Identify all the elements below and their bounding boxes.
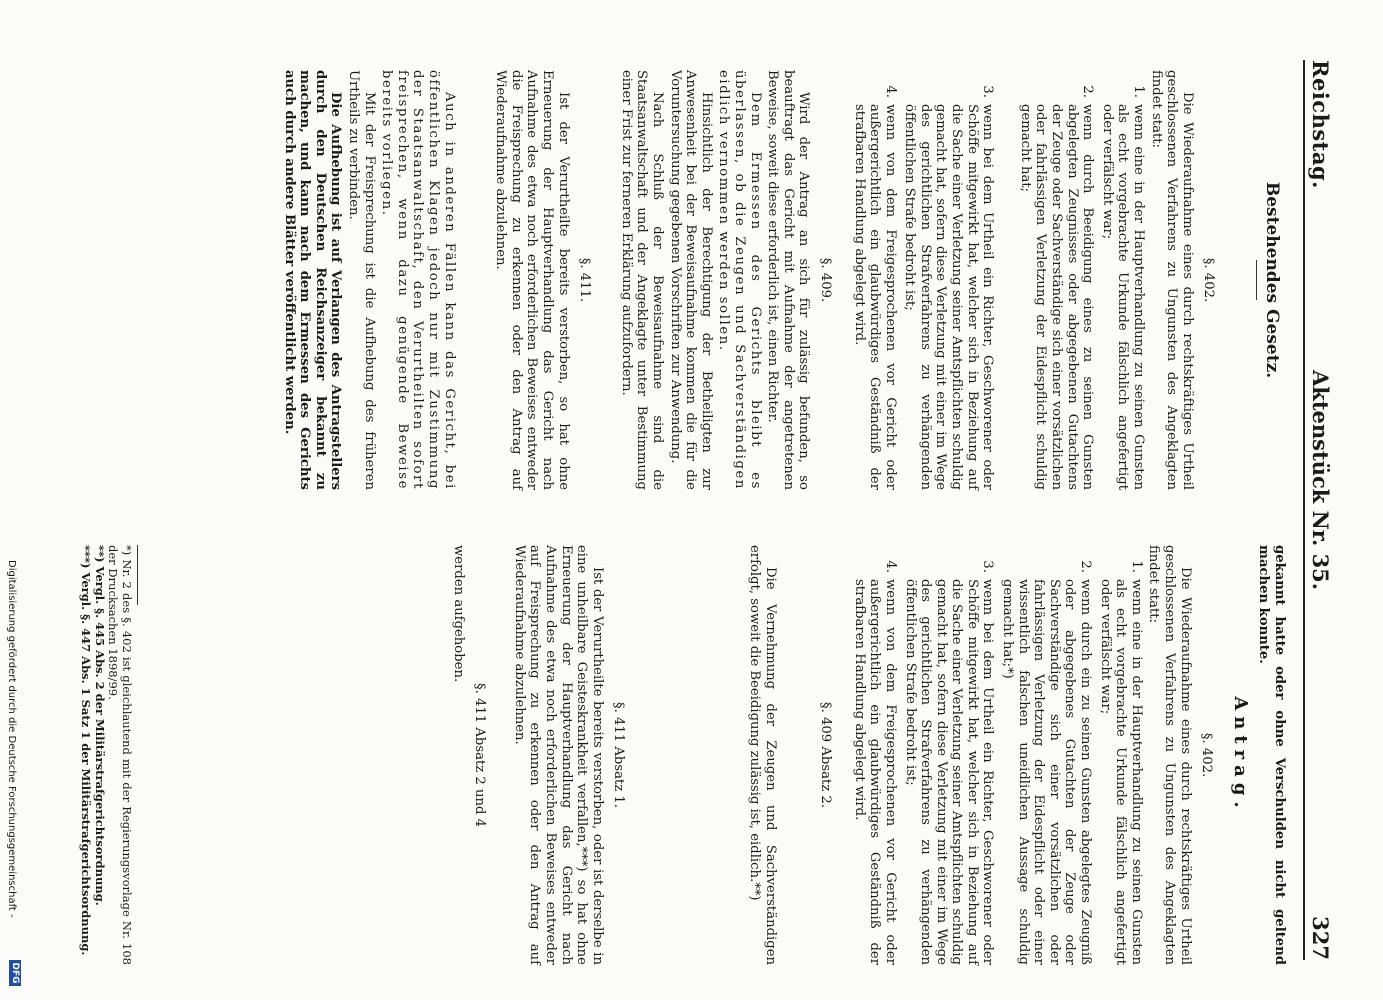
section-heading: §. 411. [577,257,593,303]
item-number: 2. [1078,560,1094,573]
paragraph: Wird der Antrag an sich für zulässig befunden, so beauftragt das Gericht mit Aufnahme der angetretenen Beweise, soweit diese erforderlich ist, einen Richter. [765,70,812,490]
item-number: 4. [882,85,898,98]
list-item [902,545,996,965]
paragraph: Ist der Verurtheilte bereits verstorben, so hat ohne Erneuerung der Hauptverhandlung das Gericht nach Aufnahme des etwa noch erforderlichen Beweises entweder die Freisprechung zu erkennen oder den Antrag auf Wiederaufnahme abzulehnen. [493,70,571,490]
left-column [279,70,1287,490]
footnotes [79,545,138,965]
item-number: 1. [1128,560,1144,573]
paragraph: Die Wiederaufnahme eines durch rechtskräftiges Urtheil geschlossenen Verfahrens zu Ungunsten des Angeklagten findet statt: [1146,545,1193,965]
header-middle: Aktenstück Nr. 35. [1308,370,1333,591]
section-heading: §. 409. [817,257,833,303]
list-item [851,70,898,490]
section-heading: §. 402. [1199,732,1215,778]
item-number: 4. [882,560,898,573]
item-text: wenn von dem Freigesprochenen vor Gericht oder außergerichtlich ein glaubwürdiges Geständniß der strafbaren Handlung abgelegt wird. [851,579,898,965]
section-heading: §. 411 Absatz 1. [611,702,627,808]
section-heading: §. 402. [1201,257,1217,303]
footnote: **) Vergl. §. 445 Abs. 2 der Militärstrafgerichtsordnung. [93,545,107,906]
item-number: 3. [980,560,996,573]
digitization-credit: Digitalisierung gefördert durch die Deutsche Forschungsgemeinschaft - [6,560,17,918]
list-item [902,70,996,490]
title-rule [1256,260,1257,300]
paragraph: Nach Schluß der Beweisaufnahme sind die Staatsanwaltschaft und der Angeklagte unter Bestimmung einer Frist zur ferneren Erklärung aufzufordern. [618,70,665,490]
left-column-title: Bestehendes Gesetz. [1262,181,1282,379]
section-heading: §. 411 Absatz 2 und 4 [472,683,488,827]
paragraph: Dem Ermessen des Gerichts bleibt es überlassen, ob die Zeugen und Sachverständigen eidlich vernommen werden sollen. [716,70,763,490]
list-item [1000,545,1094,965]
item-number: 3. [980,85,996,98]
section-heading: §. 409 Absatz 2. [818,702,834,808]
paragraph: Hinsichtlich der Berechtigung der Betheiligten zur Anwesenheit bei der Beweisaufnahme kommen die für die Voruntersuchung gegebenen Vorschriften zur Anwendung. [667,70,714,490]
item-text: wenn eine in der Hauptverhandlung zu seinen Gunsten als echt vorgebrachte Urkunde fälschlich angefertigt oder verfälscht war; [1097,579,1144,965]
footnote: ***) Vergl. §. 447 Abs. 1 Satz 1 der Militärstrafgerichtsordnung. [79,545,94,956]
paragraph: gekannt hatte oder ohne Verschulden nicht geltend machen konnte. [1256,545,1287,965]
paragraph: Die Vernehmung der Zeugen und Sachverständigen erfolgt, soweit die Beeidigung zulässig ist, eidlich.**) [746,545,778,965]
right-column-title: Antrag. [1229,696,1251,814]
item-text: wenn von dem Freigesprochenen vor Gericht oder außergerichtlich ein glaubwürdiges Geständniß der strafbaren Handlung abgelegt wird. [851,104,898,490]
paragraph: Auch in anderen Fällen kann das Gericht, bei öffentlichen Klagen jedoch nur mit Zustimmung der Staatsanwaltschaft, den Verurtheilten sofort freisprechen, wenn dazu genügende Beweise bereits vorliegen. [379,70,457,490]
footnote-rule [137,545,138,605]
list-item [1099,70,1146,490]
item-number: 2. [1080,85,1096,98]
list-item [1017,70,1095,490]
paragraph: Die Wiederaufnahme eines durch rechtskräftiges Urtheil geschlossenen Verfahrens zu Ungunsten des Angeklagten findet statt: [1148,70,1195,490]
item-text: wenn durch Beeidigung eines zu seinen Gunsten abgelegten Zeugnisses oder abgegebenen Gutachtens der Zeuge oder Sachverständige sich einer vorsätzlichen oder fahrlässigen Verletzung der Eidespflicht schuldig gemacht hat; [1017,104,1096,490]
header-left: Reichstag. [1308,60,1333,189]
page-number: 327 [1308,916,1333,960]
right-column [448,545,1287,965]
list-item [851,545,898,965]
paragraph: Die Aufhebung ist auf Verlangen des Antragstellers durch den Deutschen Reichsanzeiger bekannt zu machen, und kann nach dem Ermessen des Gerichts auch durch andere Blätter veröffentlicht werden. [281,70,344,490]
paragraph: Ist der Verurtheilte bereits verstorben, oder ist derselbe in eine unheilbare Geisteskrankheit verfallen,***) so hat ohne Erneuerung der Hauptverhandlung das Gericht nach Aufnahme des etwa noch erforderlichen Beweises entweder auf Freisprechung zu erkennen oder den Antrag auf Wiederaufnahme abzulehnen. [511,545,605,965]
dfg-logo: DFG [9,960,21,986]
paragraph: Mit der Freisprechung ist die Aufhebung des früheren Urtheils zu verbinden. [346,70,377,490]
item-text: wenn eine in der Hauptverhandlung zu seinen Gunsten als echt vorgebrachte Urkunde fälschlich angefertigt oder verfälscht war; [1099,104,1147,490]
list-item [1097,545,1144,965]
footnote: *) Nr. 2 des §. 402 ist gleichlautend mit der Regierungsvorlage Nr. 108 der Drucksachen 1898/99. [106,545,134,965]
item-text: wenn bei dem Urtheil ein Richter, Geschworener oder Schöffe mitgewirkt hat, welcher sich in Beziehung auf die Sache einer Verletzung seiner Amtspflichten schuldig gemacht hat, sofern diese Verletzung mit einer im Wege des gerichtlichen Strafverfahrens zu verhängenden öffentlichen Strafe bedroht ist; [902,579,996,965]
item-text: wenn durch ein zu seinen Gunsten abgelegtes Zeugniß oder abgegebenes Gutachten der Zeuge oder Sachverständige sich einer vorsätzlichen oder fahrlässigen Verletzung der Eidespflicht oder einer wissentlich falschen uneidlichen Aussage schuldig gemacht hat;*) [1000,579,1094,965]
running-header [1303,60,1335,960]
item-text: wenn bei dem Urtheil ein Richter, Geschworener oder Schöffe mitgewirkt hat, welcher sich in Beziehung auf die Sache einer Verletzung seiner Amtspflichten schuldig gemacht hat, sofern diese Verletzung mit einer im Wege des gerichtlichen Strafverfahrens zu verhängenden öffentlichen Strafe bedroht ist; [902,104,996,490]
paragraph: werden aufgehoben. [450,545,466,683]
item-number: 1. [1131,85,1147,98]
